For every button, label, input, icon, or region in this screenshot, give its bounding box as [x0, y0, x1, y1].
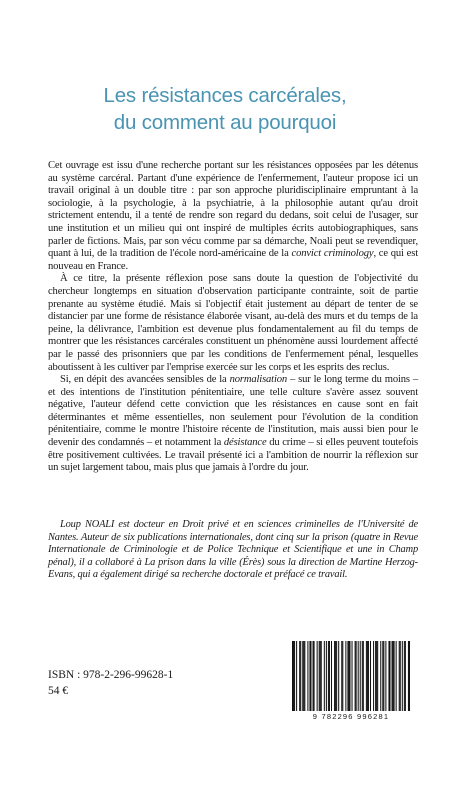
barcode-bar — [405, 641, 406, 711]
barcode-bar — [370, 641, 371, 711]
barcode-bar — [296, 641, 297, 711]
summary-paragraph-1: Cet ouvrage est issu d'une recherche portant sur les résistances opposées par les détenus au système carcéral. Partant d'une expérience de l'enfermement, l'auteur propose ici un travail original à un double titre : par son approche pluridisciplinaire empruntant à la sociologie, à la psychologie, à la psychiatrie, à la philosophie autant qu'au droit strictement entendu, il a tenté de rendre son regard du dedans, soit celui de l'usager, sur une institution et un milieu qui ont inspiré de multiples écrits autobiographiques, sans parler de fictions. Mais, par son vécu comme par sa démarche, Noali peut se revendiquer, quant à lui, de la tradition de l'école nord-américaine de la convict criminology, ce qui est nouveau en France. — [48, 160, 418, 272]
book-title — [0, 82, 450, 136]
barcode — [292, 641, 410, 711]
barcode-bar — [392, 641, 393, 711]
barcode-bar — [293, 641, 294, 711]
barcode-bar — [404, 641, 405, 711]
barcode-bar — [348, 641, 349, 711]
barcode-bar — [375, 641, 376, 711]
barcode-bar — [358, 641, 359, 711]
emphasis-desistance: désistance — [223, 437, 267, 449]
summary-paragraph-2: À ce titre, la présente réflexion pose sans doute la question de l'objectivité du chercheur longtemps en situation d'observation participante contrainte, soit de partie prenante au système étudié. Mais si l'objectif était justement au départ de tenter de se distancier par une forme de résistance élaborée visant, au-delà des murs et du temps de la peine, la délivrance, l'ambition est devenue plus fondamentalement au fil du temps de montrer que les résistances carcérales constituent un phénomène aussi lourdement affecté par le passé des prisonniers que par les conditions de l'enfermement pénal, lesquelles aboutissent à les cultiver par l'emprise exercée sur les corps et les esprits des reclus. — [48, 273, 418, 373]
barcode-bar — [317, 641, 318, 711]
title-line-2: du comment au pourquoi — [113, 111, 337, 134]
price: 54 € — [48, 685, 69, 697]
barcode-bar — [360, 641, 361, 711]
barcode-bar — [303, 641, 304, 711]
barcode-bar — [307, 641, 308, 711]
barcode-bar — [363, 641, 364, 711]
barcode-bar — [331, 641, 332, 711]
barcode-bar — [324, 641, 325, 711]
barcode-bar — [299, 641, 300, 711]
title-line-1: Les résistances carcérales, — [103, 84, 347, 107]
barcode-bar — [355, 641, 356, 711]
barcode-bar — [376, 641, 377, 711]
barcode-bar — [356, 641, 357, 711]
isbn: ISBN : 978-2-296-99628-1 — [48, 669, 174, 681]
barcode-bar — [347, 641, 348, 711]
barcode-bar — [396, 641, 397, 711]
barcode-bar — [328, 641, 329, 711]
barcode-bar — [338, 641, 339, 711]
barcode-bar — [342, 641, 343, 711]
emphasis-convict-criminology: convict criminology — [291, 248, 374, 260]
barcode-bar — [309, 641, 310, 711]
barcode-bar — [326, 641, 327, 711]
barcode-bar — [389, 641, 390, 711]
barcode-bar — [377, 641, 378, 711]
barcode-bar — [408, 641, 409, 711]
barcode-bar — [409, 641, 410, 711]
barcode-bar — [393, 641, 394, 711]
barcode-bar — [292, 641, 293, 711]
barcode-bar — [313, 641, 314, 711]
barcode-bar — [314, 641, 315, 711]
barcode-bar — [349, 641, 350, 711]
barcode-bars — [292, 641, 410, 711]
barcode-bar — [310, 641, 311, 711]
barcode-bar — [400, 641, 401, 711]
barcode-bar — [336, 641, 337, 711]
barcode-bar — [320, 641, 321, 711]
barcode-bar — [304, 641, 305, 711]
barcode-bar — [367, 641, 368, 711]
barcode-bar — [294, 641, 295, 711]
barcode-bar — [373, 641, 374, 711]
barcode-bar — [394, 641, 395, 711]
barcode-bar — [352, 641, 353, 711]
barcode-bar — [300, 641, 301, 711]
barcode-bar — [329, 641, 330, 711]
barcode-bar — [388, 641, 389, 711]
barcode-bar — [341, 641, 342, 711]
author-bio: Loup NOALI est docteur en Droit privé et en sciences criminelles de l'Université de Nantes. Auteur de six publications internationales, dont cinq sur la prison (quatre in Revue Internationale de Criminologie et de Police Technique et Scientifique et une in Champ pénal), il a collaboré à La prison dans la ville (Érès) sous la direction de Martine Herzog-Evans, qui a également dirigé sa recherche doctorale et préfacé ce travail. — [48, 519, 418, 581]
barcode-bar — [382, 641, 383, 711]
barcode-bar — [362, 641, 363, 711]
barcode-bar — [368, 641, 369, 711]
emphasis-normalisation: normalisation — [229, 374, 288, 386]
barcode-bar — [321, 641, 322, 711]
barcode-bar — [302, 641, 303, 711]
barcode-bar — [345, 641, 346, 711]
barcode-bar — [366, 641, 367, 711]
barcode-bar — [402, 641, 403, 711]
barcode-bar — [383, 641, 384, 711]
barcode-bar — [335, 641, 336, 711]
barcode-bar — [319, 641, 320, 711]
barcode-bar — [399, 641, 400, 711]
barcode-bar — [385, 641, 386, 711]
summary-paragraph-3: Si, en dépit des avancées sensibles de la normalisation – sur le long terme du moins – et des intentions de l'institution pénitentiaire, une telle culture s'avère assez souvent négative, l'auteur défend cette conviction que les résistances en cause sont en fait déterminantes et même essentielles, non seulement pour l'évolution de la condition pénitentiaire, comme le montre l'histoire récente de l'institution, mais aussi bien pour le devenir des condamnés – et notamment la désistance du crime – si elles peuvent toutefois être positivement cultivées. Le travail présenté ici a l'ambition de nourrir la réflexion sur un sujet largement tabou, mais plus que jamais à l'ordre du jour. — [48, 374, 418, 474]
barcode-bar — [334, 641, 335, 711]
summary-text — [48, 160, 418, 475]
barcode-bar — [380, 641, 381, 711]
barcode-digits: 9 782296 996281 — [312, 712, 390, 721]
